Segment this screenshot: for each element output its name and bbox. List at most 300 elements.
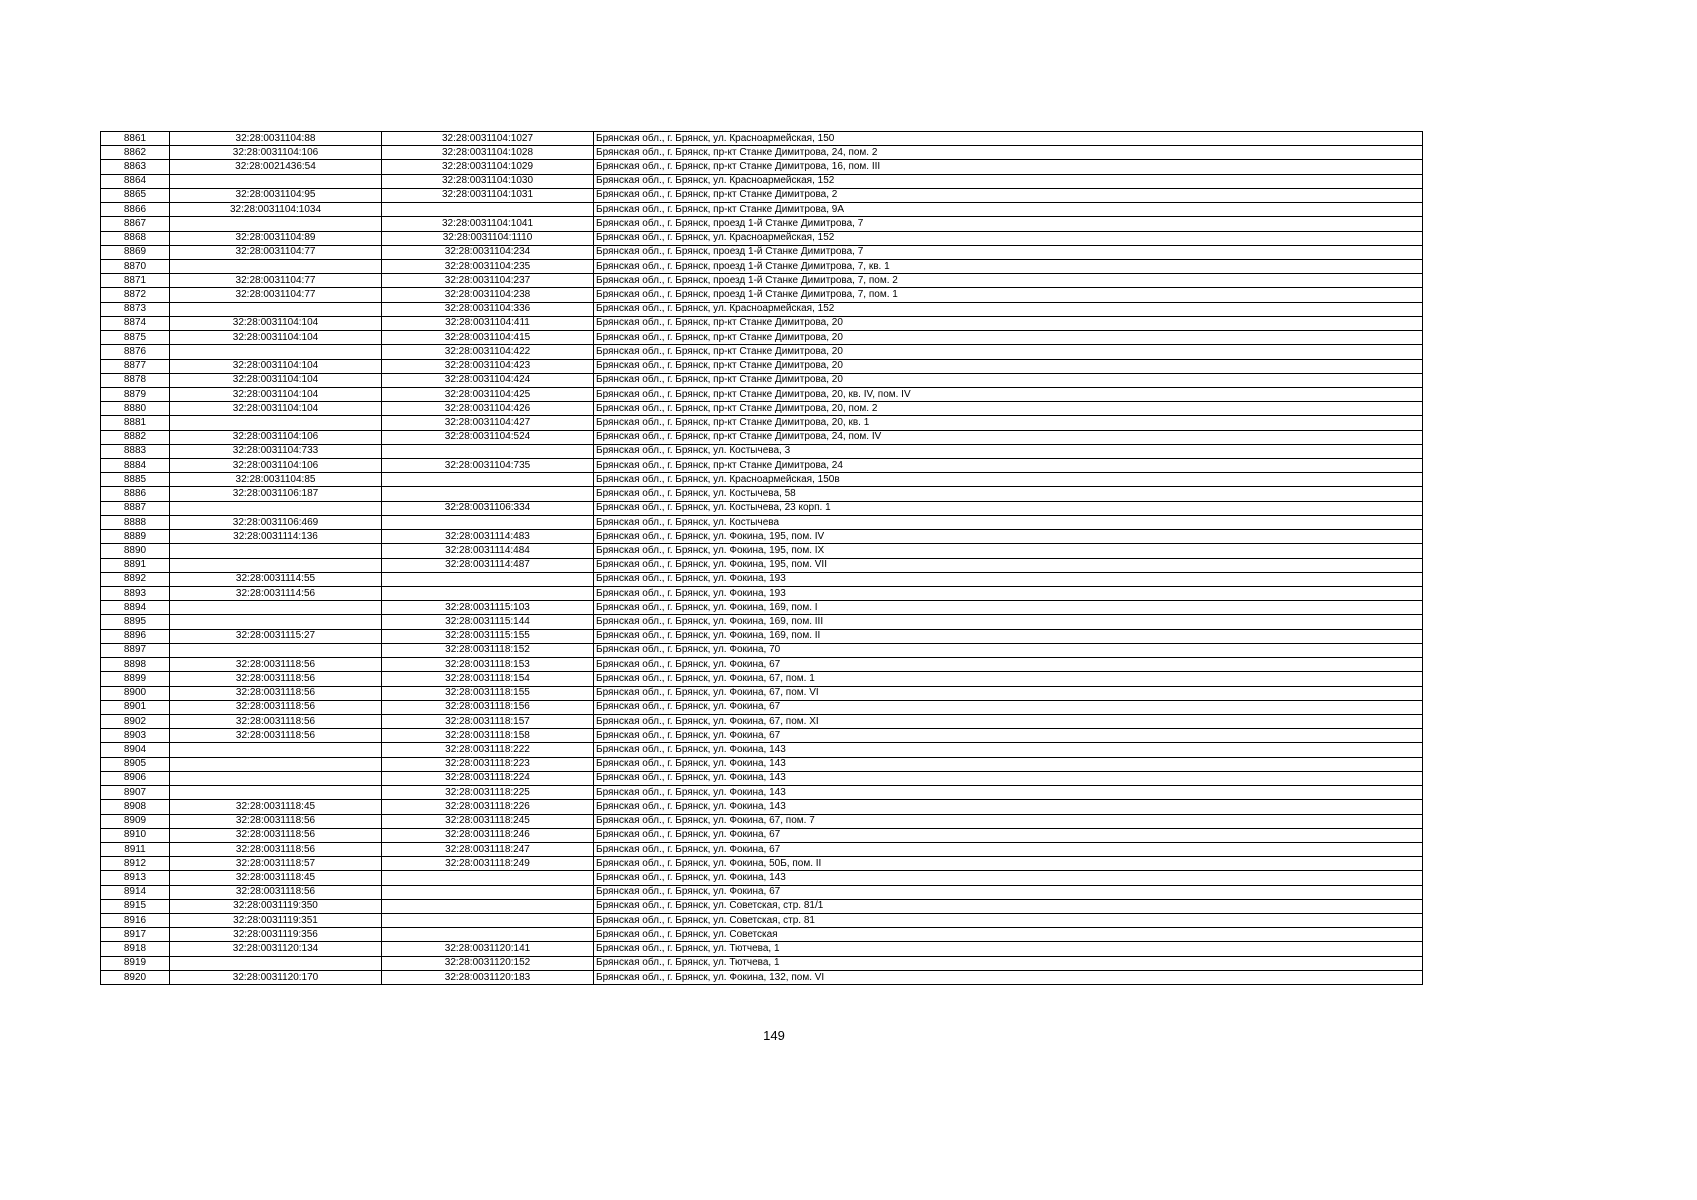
- land-plot-cadastral-number-cell: 32:28:0031104:85: [170, 473, 382, 487]
- table-row: [101, 459, 1423, 473]
- table-row: [101, 672, 1423, 686]
- object-cadastral-number-cell: 32:28:0031104:427: [382, 416, 594, 430]
- land-plot-cadastral-number-cell: 32:28:0031104:104: [170, 359, 382, 373]
- address-cell: Брянская обл., г. Брянск, ул. Фокина, 67, пом. XI: [594, 714, 1423, 728]
- table-row: [101, 373, 1423, 387]
- land-plot-cadastral-number-cell: 32:28:0031104:77: [170, 245, 382, 259]
- object-cadastral-number-cell: 32:28:0031118:152: [382, 643, 594, 657]
- row-number-cell: 8863: [101, 160, 170, 174]
- address-cell: Брянская обл., г. Брянск, ул. Фокина, 143: [594, 800, 1423, 814]
- object-cadastral-number-cell: 32:28:0031115:144: [382, 615, 594, 629]
- object-cadastral-number-cell: 32:28:0031118:247: [382, 842, 594, 856]
- row-number-cell: 8903: [101, 729, 170, 743]
- table-row: [101, 956, 1423, 970]
- row-number-cell: 8868: [101, 231, 170, 245]
- table-row: [101, 146, 1423, 160]
- land-plot-cadastral-number-cell: [170, 174, 382, 188]
- address-cell: Брянская обл., г. Брянск, пр-кт Станке Димитрова, 20, пом. 2: [594, 402, 1423, 416]
- row-number-cell: 8892: [101, 572, 170, 586]
- land-plot-cadastral-number-cell: [170, 558, 382, 572]
- land-plot-cadastral-number-cell: 32:28:0031104:77: [170, 288, 382, 302]
- address-cell: Брянская обл., г. Брянск, проезд 1-й Станке Димитрова, 7, пом. 1: [594, 288, 1423, 302]
- land-plot-cadastral-number-cell: 32:28:0031104:104: [170, 402, 382, 416]
- table-row: [101, 558, 1423, 572]
- row-number-cell: 8896: [101, 629, 170, 643]
- land-plot-cadastral-number-cell: 32:28:0031118:56: [170, 686, 382, 700]
- address-cell: Брянская обл., г. Брянск, ул. Красноармейская, 150: [594, 132, 1423, 146]
- table-row: [101, 970, 1423, 984]
- land-plot-cadastral-number-cell: 32:28:0031118:45: [170, 800, 382, 814]
- address-cell: Брянская обл., г. Брянск, ул. Фокина, 67, пом. VI: [594, 686, 1423, 700]
- object-cadastral-number-cell: 32:28:0031104:425: [382, 387, 594, 401]
- register-table-body: [101, 132, 1423, 985]
- land-plot-cadastral-number-cell: 32:28:0031104:1034: [170, 203, 382, 217]
- object-cadastral-number-cell: 32:28:0031104:1029: [382, 160, 594, 174]
- row-number-cell: 8885: [101, 473, 170, 487]
- address-cell: Брянская обл., г. Брянск, ул. Красноармейская, 152: [594, 231, 1423, 245]
- address-cell: Брянская обл., г. Брянск, ул. Фокина, 143: [594, 771, 1423, 785]
- object-cadastral-number-cell: 32:28:0031118:245: [382, 814, 594, 828]
- object-cadastral-number-cell: [382, 572, 594, 586]
- page-number: 149: [763, 1028, 785, 1043]
- address-cell: Брянская обл., г. Брянск, ул. Фокина, 169, пом. II: [594, 629, 1423, 643]
- object-cadastral-number-cell: 32:28:0031104:1041: [382, 217, 594, 231]
- land-plot-cadastral-number-cell: 32:28:0031106:187: [170, 487, 382, 501]
- address-cell: Брянская обл., г. Брянск, ул. Фокина, 195, пом. VII: [594, 558, 1423, 572]
- address-cell: Брянская обл., г. Брянск, ул. Фокина, 67: [594, 658, 1423, 672]
- row-number-cell: 8894: [101, 601, 170, 615]
- object-cadastral-number-cell: 32:28:0031118:246: [382, 828, 594, 842]
- row-number-cell: 8877: [101, 359, 170, 373]
- land-plot-cadastral-number-cell: 32:28:0031118:56: [170, 729, 382, 743]
- address-cell: Брянская обл., г. Брянск, ул. Советская, стр. 81: [594, 914, 1423, 928]
- table-row: [101, 572, 1423, 586]
- land-plot-cadastral-number-cell: 32:28:0031104:95: [170, 188, 382, 202]
- table-row: [101, 842, 1423, 856]
- row-number-cell: 8883: [101, 444, 170, 458]
- table-row: [101, 259, 1423, 273]
- row-number-cell: 8900: [101, 686, 170, 700]
- row-number-cell: 8911: [101, 842, 170, 856]
- address-cell: Брянская обл., г. Брянск, пр-кт Станке Димитрова, 20: [594, 345, 1423, 359]
- land-plot-cadastral-number-cell: 32:28:0031118:56: [170, 700, 382, 714]
- address-cell: Брянская обл., г. Брянск, ул. Тютчева, 1: [594, 956, 1423, 970]
- table-row: [101, 316, 1423, 330]
- object-cadastral-number-cell: 32:28:0031104:237: [382, 274, 594, 288]
- table-row: [101, 643, 1423, 657]
- address-cell: Брянская обл., г. Брянск, ул. Фокина, 169, пом. I: [594, 601, 1423, 615]
- land-plot-cadastral-number-cell: 32:28:0031118:56: [170, 842, 382, 856]
- row-number-cell: 8882: [101, 430, 170, 444]
- row-number-cell: 8891: [101, 558, 170, 572]
- row-number-cell: 8913: [101, 871, 170, 885]
- table-row: [101, 203, 1423, 217]
- object-cadastral-number-cell: 32:28:0031106:334: [382, 501, 594, 515]
- row-number-cell: 8886: [101, 487, 170, 501]
- table-row: [101, 928, 1423, 942]
- row-number-cell: 8879: [101, 387, 170, 401]
- object-cadastral-number-cell: [382, 515, 594, 529]
- row-number-cell: 8889: [101, 530, 170, 544]
- table-row: [101, 245, 1423, 259]
- land-plot-cadastral-number-cell: 32:28:0031104:104: [170, 387, 382, 401]
- address-cell: Брянская обл., г. Брянск, проезд 1-й Станке Димитрова, 7, кв. 1: [594, 259, 1423, 273]
- table-row: [101, 729, 1423, 743]
- object-cadastral-number-cell: 32:28:0031104:235: [382, 259, 594, 273]
- row-number-cell: 8880: [101, 402, 170, 416]
- table-row: [101, 217, 1423, 231]
- table-row: [101, 132, 1423, 146]
- object-cadastral-number-cell: 32:28:0031115:103: [382, 601, 594, 615]
- table-row: [101, 700, 1423, 714]
- address-cell: Брянская обл., г. Брянск, ул. Фокина, 143: [594, 757, 1423, 771]
- row-number-cell: 8878: [101, 373, 170, 387]
- address-cell: Брянская обл., г. Брянск, ул. Фокина, 143: [594, 871, 1423, 885]
- land-plot-cadastral-number-cell: 32:28:0031104:733: [170, 444, 382, 458]
- object-cadastral-number-cell: [382, 487, 594, 501]
- row-number-cell: 8873: [101, 302, 170, 316]
- land-plot-cadastral-number-cell: 32:28:0031104:88: [170, 132, 382, 146]
- row-number-cell: 8918: [101, 942, 170, 956]
- address-cell: Брянская обл., г. Брянск, ул. Красноармейская, 152: [594, 302, 1423, 316]
- object-cadastral-number-cell: 32:28:0031118:224: [382, 771, 594, 785]
- row-number-cell: 8905: [101, 757, 170, 771]
- address-cell: Брянская обл., г. Брянск, ул. Фокина, 67: [594, 700, 1423, 714]
- object-cadastral-number-cell: [382, 871, 594, 885]
- object-cadastral-number-cell: 32:28:0031104:524: [382, 430, 594, 444]
- land-plot-cadastral-number-cell: 32:28:0031114:56: [170, 587, 382, 601]
- land-plot-cadastral-number-cell: [170, 743, 382, 757]
- row-number-cell: 8884: [101, 459, 170, 473]
- object-cadastral-number-cell: 32:28:0031104:336: [382, 302, 594, 316]
- land-plot-cadastral-number-cell: 32:28:0031104:77: [170, 274, 382, 288]
- table-row: [101, 544, 1423, 558]
- land-plot-cadastral-number-cell: [170, 501, 382, 515]
- address-cell: Брянская обл., г. Брянск, ул. Фокина, 193: [594, 572, 1423, 586]
- table-row: [101, 430, 1423, 444]
- table-row: [101, 615, 1423, 629]
- row-number-cell: 8865: [101, 188, 170, 202]
- object-cadastral-number-cell: 32:28:0031118:153: [382, 658, 594, 672]
- row-number-cell: 8912: [101, 857, 170, 871]
- object-cadastral-number-cell: 32:28:0031104:411: [382, 316, 594, 330]
- address-cell: Брянская обл., г. Брянск, ул. Костычева, 58: [594, 487, 1423, 501]
- object-cadastral-number-cell: 32:28:0031115:155: [382, 629, 594, 643]
- row-number-cell: 8869: [101, 245, 170, 259]
- table-row: [101, 288, 1423, 302]
- address-cell: Брянская обл., г. Брянск, ул. Фокина, 67: [594, 828, 1423, 842]
- land-plot-cadastral-number-cell: 32:28:0031119:350: [170, 899, 382, 913]
- land-plot-cadastral-number-cell: 32:28:0031118:45: [170, 871, 382, 885]
- land-plot-cadastral-number-cell: 32:28:0031118:56: [170, 714, 382, 728]
- land-plot-cadastral-number-cell: [170, 601, 382, 615]
- table-row: [101, 942, 1423, 956]
- row-number-cell: 8871: [101, 274, 170, 288]
- row-number-cell: 8862: [101, 146, 170, 160]
- land-plot-cadastral-number-cell: 32:28:0031118:56: [170, 658, 382, 672]
- address-cell: Брянская обл., г. Брянск, пр-кт Станке Димитрова, 20: [594, 331, 1423, 345]
- table-row: [101, 757, 1423, 771]
- land-plot-cadastral-number-cell: 32:28:0031118:56: [170, 828, 382, 842]
- land-plot-cadastral-number-cell: 32:28:0031114:136: [170, 530, 382, 544]
- object-cadastral-number-cell: [382, 928, 594, 942]
- land-plot-cadastral-number-cell: 32:28:0031118:56: [170, 672, 382, 686]
- object-cadastral-number-cell: 32:28:0031118:155: [382, 686, 594, 700]
- row-number-cell: 8899: [101, 672, 170, 686]
- object-cadastral-number-cell: 32:28:0031104:1110: [382, 231, 594, 245]
- object-cadastral-number-cell: [382, 473, 594, 487]
- row-number-cell: 8875: [101, 331, 170, 345]
- table-row: [101, 473, 1423, 487]
- row-number-cell: 8915: [101, 899, 170, 913]
- land-plot-cadastral-number-cell: 32:28:0031104:104: [170, 331, 382, 345]
- row-number-cell: 8893: [101, 587, 170, 601]
- land-plot-cadastral-number-cell: 32:28:0031118:57: [170, 857, 382, 871]
- row-number-cell: 8890: [101, 544, 170, 558]
- address-cell: Брянская обл., г. Брянск, пр-кт Станке Димитрова, 24, пом. 2: [594, 146, 1423, 160]
- table-row: [101, 800, 1423, 814]
- land-plot-cadastral-number-cell: 32:28:0031104:106: [170, 430, 382, 444]
- address-cell: Брянская обл., г. Брянск, ул. Красноармейская, 152: [594, 174, 1423, 188]
- object-cadastral-number-cell: 32:28:0031118:226: [382, 800, 594, 814]
- table-row: [101, 530, 1423, 544]
- row-number-cell: 8861: [101, 132, 170, 146]
- table-row: [101, 444, 1423, 458]
- address-cell: Брянская обл., г. Брянск, ул. Тютчева, 1: [594, 942, 1423, 956]
- object-cadastral-number-cell: 32:28:0031104:735: [382, 459, 594, 473]
- object-cadastral-number-cell: [382, 444, 594, 458]
- land-plot-cadastral-number-cell: 32:28:0031119:351: [170, 914, 382, 928]
- address-cell: Брянская обл., г. Брянск, ул. Фокина, 193: [594, 587, 1423, 601]
- land-plot-cadastral-number-cell: 32:28:0031118:56: [170, 885, 382, 899]
- table-row: [101, 857, 1423, 871]
- table-row: [101, 188, 1423, 202]
- row-number-cell: 8901: [101, 700, 170, 714]
- address-cell: Брянская обл., г. Брянск, ул. Фокина, 50Б, пом. II: [594, 857, 1423, 871]
- table-row: [101, 885, 1423, 899]
- table-row: [101, 714, 1423, 728]
- address-cell: Брянская обл., г. Брянск, ул. Фокина, 67, пом. 1: [594, 672, 1423, 686]
- object-cadastral-number-cell: 32:28:0031118:222: [382, 743, 594, 757]
- address-cell: Брянская обл., г. Брянск, пр-кт Станке Димитрова, 20: [594, 316, 1423, 330]
- table-row: [101, 501, 1423, 515]
- table-row: [101, 487, 1423, 501]
- address-cell: Брянская обл., г. Брянск, проезд 1-й Станке Димитрова, 7: [594, 217, 1423, 231]
- address-cell: Брянская обл., г. Брянск, пр-кт Станке Димитрова, 9А: [594, 203, 1423, 217]
- address-cell: Брянская обл., г. Брянск, ул. Фокина, 195, пом. IV: [594, 530, 1423, 544]
- table-row: [101, 814, 1423, 828]
- row-number-cell: 8916: [101, 914, 170, 928]
- row-number-cell: 8888: [101, 515, 170, 529]
- row-number-cell: 8909: [101, 814, 170, 828]
- table-row: [101, 771, 1423, 785]
- address-cell: Брянская обл., г. Брянск, пр-кт Станке Димитрова, 20: [594, 359, 1423, 373]
- table-row: [101, 515, 1423, 529]
- land-plot-cadastral-number-cell: [170, 259, 382, 273]
- address-cell: Брянская обл., г. Брянск, ул. Фокина, 143: [594, 743, 1423, 757]
- land-plot-cadastral-number-cell: 32:28:0021436:54: [170, 160, 382, 174]
- object-cadastral-number-cell: 32:28:0031104:238: [382, 288, 594, 302]
- row-number-cell: 8872: [101, 288, 170, 302]
- object-cadastral-number-cell: 32:28:0031104:422: [382, 345, 594, 359]
- object-cadastral-number-cell: 32:28:0031104:424: [382, 373, 594, 387]
- table-row: [101, 658, 1423, 672]
- land-plot-cadastral-number-cell: 32:28:0031115:27: [170, 629, 382, 643]
- row-number-cell: 8895: [101, 615, 170, 629]
- object-cadastral-number-cell: [382, 203, 594, 217]
- land-plot-cadastral-number-cell: [170, 345, 382, 359]
- row-number-cell: 8864: [101, 174, 170, 188]
- table-row: [101, 786, 1423, 800]
- address-cell: Брянская обл., г. Брянск, пр-кт Станке Димитрова, 20: [594, 373, 1423, 387]
- object-cadastral-number-cell: 32:28:0031114:487: [382, 558, 594, 572]
- object-cadastral-number-cell: 32:28:0031104:423: [382, 359, 594, 373]
- object-cadastral-number-cell: 32:28:0031104:1027: [382, 132, 594, 146]
- row-number-cell: 8917: [101, 928, 170, 942]
- address-cell: Брянская обл., г. Брянск, пр-кт Станке Димитрова, 20, кв. IV, пом. IV: [594, 387, 1423, 401]
- land-plot-cadastral-number-cell: 32:28:0031104:104: [170, 316, 382, 330]
- object-cadastral-number-cell: [382, 587, 594, 601]
- object-cadastral-number-cell: 32:28:0031104:1030: [382, 174, 594, 188]
- address-cell: Брянская обл., г. Брянск, ул. Фокина, 67: [594, 842, 1423, 856]
- row-number-cell: 8919: [101, 956, 170, 970]
- address-cell: Брянская обл., г. Брянск, ул. Фокина, 143: [594, 786, 1423, 800]
- object-cadastral-number-cell: [382, 914, 594, 928]
- row-number-cell: 8908: [101, 800, 170, 814]
- address-cell: Брянская обл., г. Брянск, проезд 1-й Станке Димитрова, 7: [594, 245, 1423, 259]
- land-plot-cadastral-number-cell: [170, 217, 382, 231]
- object-cadastral-number-cell: 32:28:0031118:223: [382, 757, 594, 771]
- object-cadastral-number-cell: 32:28:0031104:415: [382, 331, 594, 345]
- row-number-cell: 8910: [101, 828, 170, 842]
- row-number-cell: 8907: [101, 786, 170, 800]
- address-cell: Брянская обл., г. Брянск, пр-кт Станке Димитрова, 24, пом. IV: [594, 430, 1423, 444]
- object-cadastral-number-cell: 32:28:0031118:249: [382, 857, 594, 871]
- object-cadastral-number-cell: [382, 899, 594, 913]
- land-plot-cadastral-number-cell: 32:28:0031118:56: [170, 814, 382, 828]
- table-row: [101, 587, 1423, 601]
- row-number-cell: 8881: [101, 416, 170, 430]
- object-cadastral-number-cell: 32:28:0031114:483: [382, 530, 594, 544]
- table-row: [101, 302, 1423, 316]
- table-row: [101, 601, 1423, 615]
- land-plot-cadastral-number-cell: [170, 757, 382, 771]
- land-plot-cadastral-number-cell: [170, 956, 382, 970]
- address-cell: Брянская обл., г. Брянск, ул. Фокина, 169, пом. III: [594, 615, 1423, 629]
- address-cell: Брянская обл., г. Брянск, ул. Фокина, 132, пом. VI: [594, 970, 1423, 984]
- address-cell: Брянская обл., г. Брянск, пр-кт Станке Димитрова, 20, кв. 1: [594, 416, 1423, 430]
- row-number-cell: 8920: [101, 970, 170, 984]
- row-number-cell: 8876: [101, 345, 170, 359]
- row-number-cell: 8906: [101, 771, 170, 785]
- land-plot-cadastral-number-cell: 32:28:0031119:356: [170, 928, 382, 942]
- address-cell: Брянская обл., г. Брянск, пр-кт Станке Димитрова, 24: [594, 459, 1423, 473]
- address-cell: Брянская обл., г. Брянск, пр-кт Станке Димитрова, 16, пом. III: [594, 160, 1423, 174]
- table-row: [101, 629, 1423, 643]
- table-row: [101, 743, 1423, 757]
- table-row: [101, 359, 1423, 373]
- table-row: [101, 345, 1423, 359]
- address-cell: Брянская обл., г. Брянск, ул. Костычева, 23 корп. 1: [594, 501, 1423, 515]
- land-plot-cadastral-number-cell: 32:28:0031104:106: [170, 459, 382, 473]
- table-row: [101, 416, 1423, 430]
- row-number-cell: 8914: [101, 885, 170, 899]
- object-cadastral-number-cell: 32:28:0031104:234: [382, 245, 594, 259]
- land-plot-cadastral-number-cell: 32:28:0031120:134: [170, 942, 382, 956]
- land-plot-cadastral-number-cell: [170, 615, 382, 629]
- land-plot-cadastral-number-cell: 32:28:0031104:106: [170, 146, 382, 160]
- land-plot-cadastral-number-cell: 32:28:0031120:170: [170, 970, 382, 984]
- table-row: [101, 274, 1423, 288]
- row-number-cell: 8904: [101, 743, 170, 757]
- row-number-cell: 8870: [101, 259, 170, 273]
- address-cell: Брянская обл., г. Брянск, ул. Фокина, 67: [594, 729, 1423, 743]
- table-row: [101, 871, 1423, 885]
- address-cell: Брянская обл., г. Брянск, ул. Фокина, 67: [594, 885, 1423, 899]
- address-cell: Брянская обл., г. Брянск, ул. Фокина, 195, пом. IX: [594, 544, 1423, 558]
- land-plot-cadastral-number-cell: [170, 302, 382, 316]
- object-cadastral-number-cell: 32:28:0031118:156: [382, 700, 594, 714]
- object-cadastral-number-cell: 32:28:0031104:1028: [382, 146, 594, 160]
- table-row: [101, 387, 1423, 401]
- land-plot-cadastral-number-cell: 32:28:0031104:104: [170, 373, 382, 387]
- object-cadastral-number-cell: 32:28:0031118:154: [382, 672, 594, 686]
- row-number-cell: 8866: [101, 203, 170, 217]
- land-plot-cadastral-number-cell: [170, 771, 382, 785]
- table-row: [101, 899, 1423, 913]
- table-row: [101, 231, 1423, 245]
- address-cell: Брянская обл., г. Брянск, ул. Красноармейская, 150в: [594, 473, 1423, 487]
- land-plot-cadastral-number-cell: [170, 544, 382, 558]
- cadastral-register-table: [100, 131, 1423, 985]
- object-cadastral-number-cell: 32:28:0031114:484: [382, 544, 594, 558]
- table-row: [101, 828, 1423, 842]
- object-cadastral-number-cell: [382, 885, 594, 899]
- address-cell: Брянская обл., г. Брянск, проезд 1-й Станке Димитрова, 7, пом. 2: [594, 274, 1423, 288]
- address-cell: Брянская обл., г. Брянск, ул. Советская, стр. 81/1: [594, 899, 1423, 913]
- land-plot-cadastral-number-cell: [170, 786, 382, 800]
- row-number-cell: 8867: [101, 217, 170, 231]
- object-cadastral-number-cell: 32:28:0031118:158: [382, 729, 594, 743]
- table-row: [101, 914, 1423, 928]
- land-plot-cadastral-number-cell: 32:28:0031114:55: [170, 572, 382, 586]
- address-cell: Брянская обл., г. Брянск, ул. Советская: [594, 928, 1423, 942]
- row-number-cell: 8898: [101, 658, 170, 672]
- address-cell: Брянская обл., г. Брянск, ул. Костычева: [594, 515, 1423, 529]
- address-cell: Брянская обл., г. Брянск, пр-кт Станке Димитрова, 2: [594, 188, 1423, 202]
- object-cadastral-number-cell: 32:28:0031104:1031: [382, 188, 594, 202]
- table-row: [101, 160, 1423, 174]
- address-cell: Брянская обл., г. Брянск, ул. Костычева, 3: [594, 444, 1423, 458]
- row-number-cell: 8874: [101, 316, 170, 330]
- row-number-cell: 8902: [101, 714, 170, 728]
- table-row: [101, 686, 1423, 700]
- object-cadastral-number-cell: 32:28:0031120:152: [382, 956, 594, 970]
- table-row: [101, 174, 1423, 188]
- table-row: [101, 331, 1423, 345]
- row-number-cell: 8897: [101, 643, 170, 657]
- object-cadastral-number-cell: 32:28:0031118:157: [382, 714, 594, 728]
- land-plot-cadastral-number-cell: [170, 416, 382, 430]
- object-cadastral-number-cell: 32:28:0031104:426: [382, 402, 594, 416]
- object-cadastral-number-cell: 32:28:0031120:183: [382, 970, 594, 984]
- land-plot-cadastral-number-cell: 32:28:0031106:469: [170, 515, 382, 529]
- land-plot-cadastral-number-cell: [170, 643, 382, 657]
- table-row: [101, 402, 1423, 416]
- object-cadastral-number-cell: 32:28:0031120:141: [382, 942, 594, 956]
- object-cadastral-number-cell: 32:28:0031118:225: [382, 786, 594, 800]
- land-plot-cadastral-number-cell: 32:28:0031104:89: [170, 231, 382, 245]
